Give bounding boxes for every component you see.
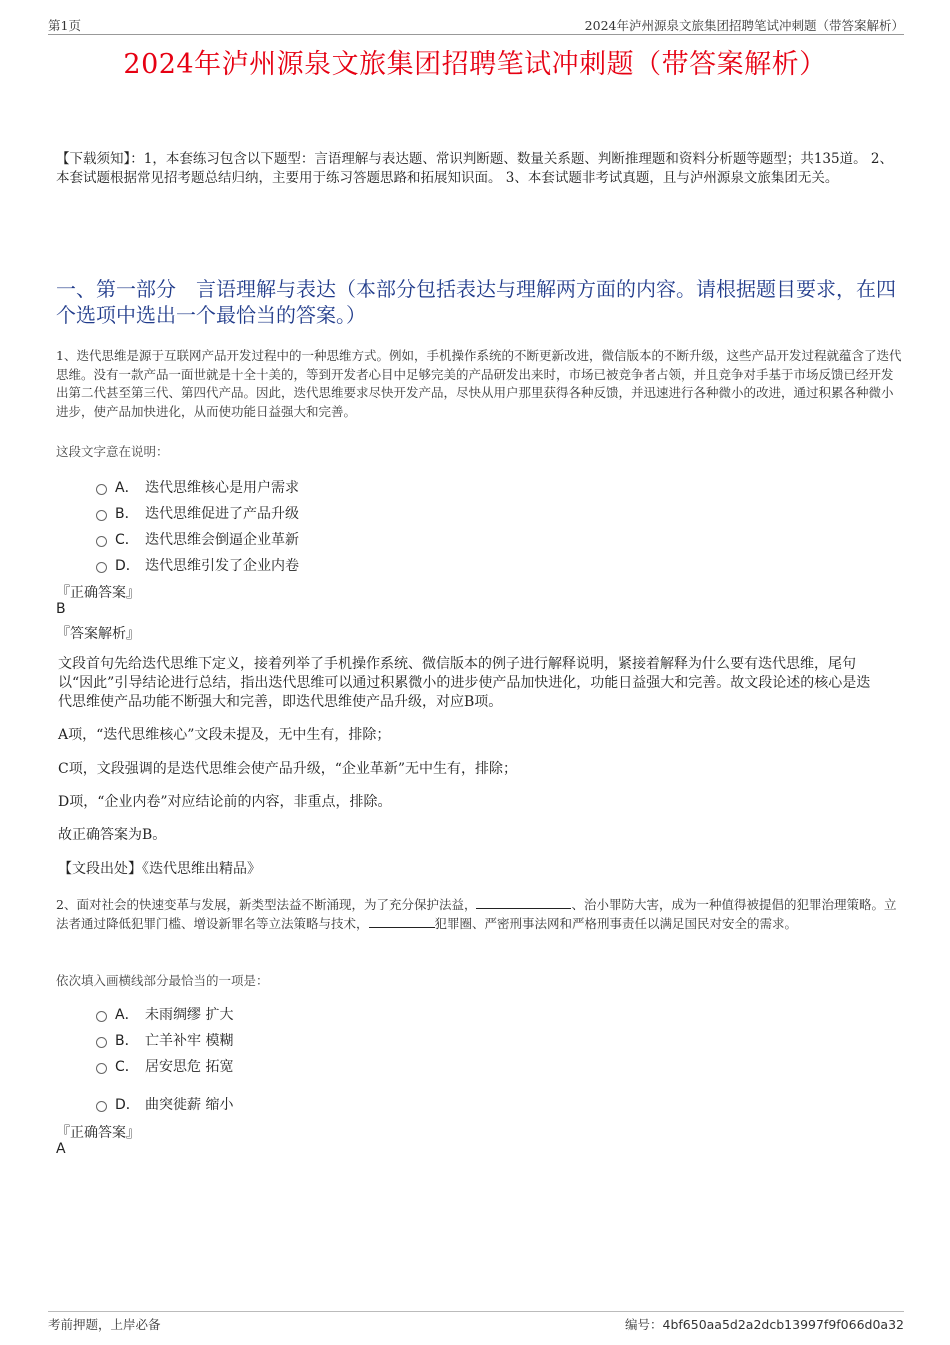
radio-icon[interactable] bbox=[96, 484, 107, 495]
page-header bbox=[48, 14, 904, 35]
radio-icon[interactable] bbox=[96, 510, 107, 521]
question-1-option-b[interactable]: B． 迭代思维促进了产品升级 bbox=[96, 503, 299, 523]
question-2-option-d[interactable]: D． 曲突徙薪 缩小 bbox=[96, 1094, 233, 1114]
question-1-answer-label: 『正确答案』 bbox=[56, 585, 140, 601]
question-1-prompt: 这段文字意在说明： bbox=[56, 444, 169, 459]
page-footer bbox=[48, 1311, 904, 1334]
section-title: 一、第一部分 言语理解与表达（本部分包括表达与理解两方面的内容。请根据题目要求，在四个选项中选出一个最恰当的答案。） bbox=[56, 277, 896, 327]
footer-code: 编号：4bf650aa5d2a2dcb13997f9f066d0a32 bbox=[624, 1317, 904, 1332]
question-1-source: 【文段出处】《迭代思维出精品》 bbox=[58, 861, 261, 877]
question-1-analysis-c: C项，文段强调的是迭代思维会使产品升级，“企业革新”无中生有，排除； bbox=[58, 761, 518, 777]
question-1-analysis-main: 文段首句先给迭代思维下定义，接着列举了手机操作系统、微信版本的例子进行解释说明，紧接着解释为什么要有迭代思维，尾句以“因此”引导结论进行总结，指出迭代思维可以通过积累微小的进步使产品加快进化，功能日益强大和完善。故文段论述的核心是迭代思维使产品功能不断强大和完善，即迭代思维使产品升级，对应B项。 bbox=[58, 656, 871, 710]
footer-slogan: 考前押题，上岸必备 bbox=[48, 1317, 161, 1332]
page-number: 第1页 bbox=[48, 18, 81, 33]
question-1-conclusion: 故正确答案为B。 bbox=[58, 827, 167, 843]
question-2-prompt: 依次填入画横线部分最恰当的一项是： bbox=[56, 973, 269, 988]
question-1-text: 1、迭代思维是源于互联网产品开发过程中的一种思维方式。例如，手机操作系统的不断更新改进，微信版本的不断升级，这些产品开发过程就蕴含了迭代思维。没有一款产品一面世就是十全十美的，等到开发者心目中足够完美的产品研发出来时，市场已被竞争者占领，并且竞争对手基于市场反馈已经开发出第二代甚至第三代、第四代产品。因此，迭代思维要求尽快开发产品，尽快从用户那里获得各种反馈，并迅速进行各种微小的改进，通过积累各种微小进步，使产品加快进化，从而使功能日益强大和完善。 bbox=[56, 348, 902, 419]
question-1-analysis-a: A项，“迭代思维核心”文段未提及，无中生有，排除； bbox=[58, 727, 391, 743]
question-1-option-a[interactable]: A． 迭代思维核心是用户需求 bbox=[96, 477, 299, 497]
radio-icon[interactable] bbox=[96, 1063, 107, 1074]
question-1-analysis-d: D项，“企业内卷”对应结论前的内容，非重点，排除。 bbox=[58, 794, 392, 810]
question-2-text: 2、面对社会的快速变革与发展，新类型法益不断涌现，为了充分保护法益， 、治小罪防大害，成为一种值得被提倡的犯罪治理策略。立法者通过降低犯罪门槛、增设新罪名等立法策略与技术， 犯罪圈、严密刑事法网和严格刑事责任以满足国民对安全的需求。 bbox=[56, 897, 897, 931]
question-2-answer-label: 『正确答案』 bbox=[56, 1125, 140, 1141]
question-1-answer: B bbox=[56, 601, 66, 617]
radio-icon[interactable] bbox=[96, 536, 107, 547]
document-title: 2024年泸州源泉文旅集团招聘笔试冲刺题（带答案解析） bbox=[123, 49, 827, 80]
radio-icon[interactable] bbox=[96, 1011, 107, 1022]
question-2-option-b[interactable]: B． 亡羊补牢 模糊 bbox=[96, 1030, 233, 1050]
question-1-option-d[interactable]: D． 迭代思维引发了企业内卷 bbox=[96, 555, 299, 575]
header-doc-title: 2024年泸州源泉文旅集团招聘笔试冲刺题（带答案解析） bbox=[584, 18, 904, 33]
question-2-answer: A bbox=[56, 1141, 66, 1157]
radio-icon[interactable] bbox=[96, 562, 107, 573]
radio-icon[interactable] bbox=[96, 1101, 107, 1112]
fill-blank-1[interactable] bbox=[476, 896, 571, 909]
question-1-option-c[interactable]: C． 迭代思维会倒逼企业革新 bbox=[96, 529, 299, 549]
question-2-option-c[interactable]: C． 居安思危 拓宽 bbox=[96, 1056, 233, 1076]
radio-icon[interactable] bbox=[96, 1037, 107, 1048]
fill-blank-2[interactable] bbox=[369, 915, 435, 928]
question-1-analysis-label: 『答案解析』 bbox=[56, 626, 140, 642]
question-2-option-a[interactable]: A． 未雨绸缪 扩大 bbox=[96, 1004, 233, 1024]
download-notice: 【下载须知】：1，本套练习包含以下题型：言语理解与表达题、常识判断题、数量关系题、判断推理题和资料分析题等题型；共135道。 2、本套试题根据常见招考题总结归纳，主要用于练习答题思路和拓展知识面。 3、本套试题非考试真题，且与泸州源泉文旅集团无关。 bbox=[56, 151, 893, 186]
